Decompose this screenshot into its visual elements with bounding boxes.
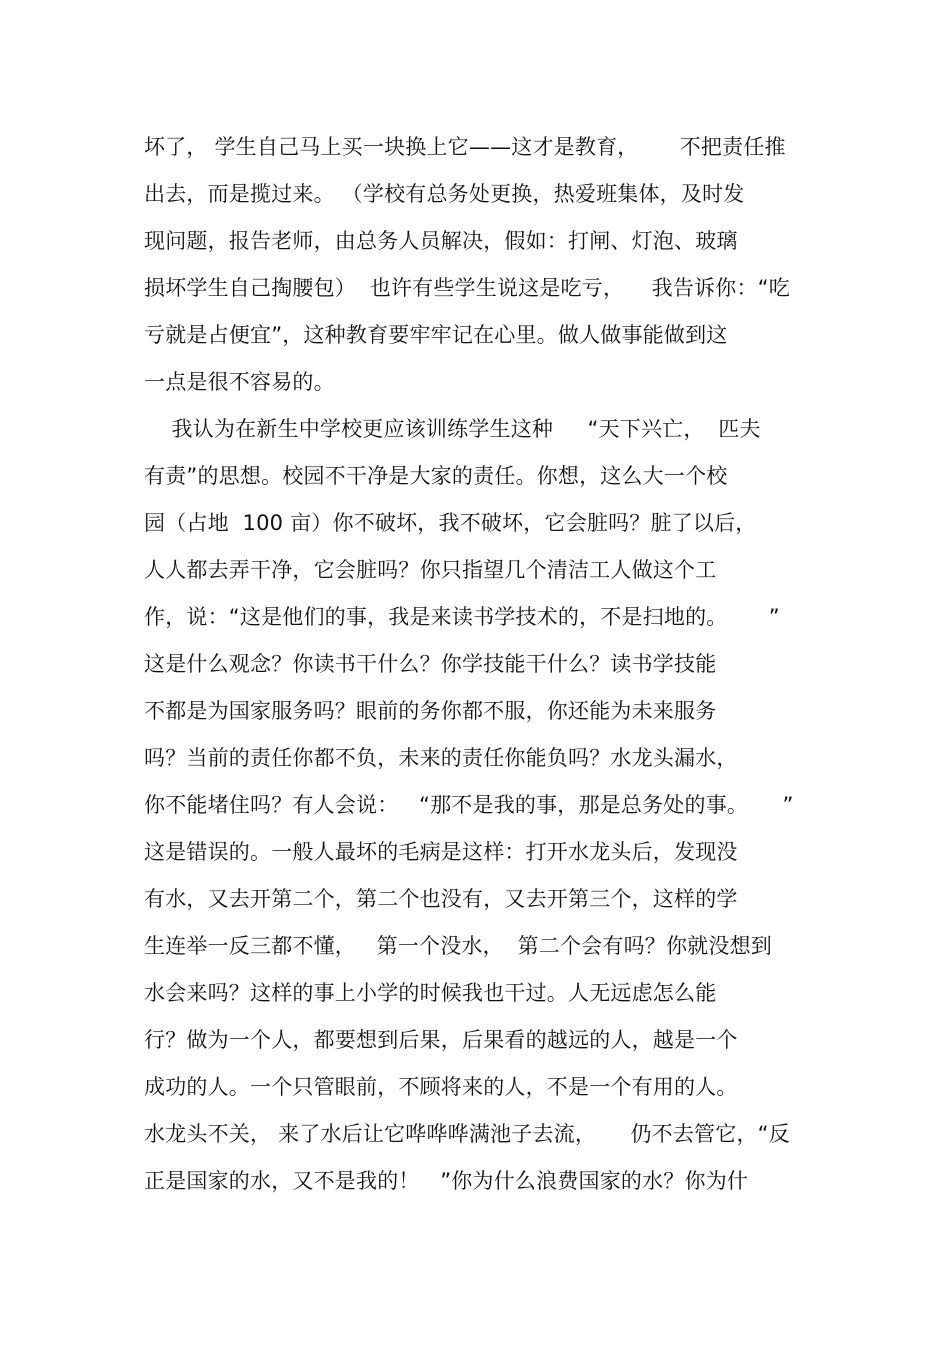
text-line: 现问题，报告老师，由总务人员解决，假如：打闸、灯泡、玻璃 — [144, 229, 738, 253]
text-line: 水龙头不关， 来了水后让它哗哗哗满池子去流， 仍不去管它，“反 — [144, 1122, 790, 1146]
text-line: 我认为在新生中学校更应该训练学生这种 “天下兴亡， 匹夫 — [144, 417, 761, 441]
text-line: 出去，而是揽过来。 （学校有总务处更换，热爱班集体，及时发 — [144, 182, 745, 206]
text-line: 人人都去弄干净，它会脏吗？你只指望几个清洁工人做这个工 — [144, 558, 717, 582]
text-line: 作，说：“这是他们的事，我是来读书学技术的，不是扫地的。 ” — [144, 605, 780, 629]
text-line: 正是国家的水，又不是我的！ ”你为什么浪费国家的水？你为什 — [144, 1169, 749, 1193]
text-line: 亏就是占便宜”，这种教育要牢牢记在心里。做人做事能做到这 — [144, 323, 728, 347]
text-line: 成功的人。一个只管眼前，不顾将来的人，不是一个有用的人。 — [144, 1075, 738, 1099]
text-line: 你不能堵住吗？有人会说： “那不是我的事，那是总务处的事。 ” — [144, 793, 794, 817]
text-line: 损坏学生自己掏腰包） 也许有些学生说这是吃亏， 我告诉你：“吃 — [144, 276, 790, 300]
text-line: 坏了， 学生自己马上买一块换上它——这才是教育， 不把责任推 — [144, 135, 786, 159]
text-line: 水会来吗？这样的事上小学的时候我也干过。人无远虑怎么能 — [144, 981, 717, 1005]
text-line: 有水，又去开第二个，第二个也没有，又去开第三个，这样的学 — [144, 887, 738, 911]
text-line: 一点是很不容易的。 — [144, 370, 335, 394]
text-line: 这是什么观念？你读书干什么？你学技能干什么？读书学技能 — [144, 652, 717, 676]
text-line: 生连举一反三都不懂， 第一个没水， 第二个会有吗？你就没想到 — [144, 934, 772, 958]
body-text — [144, 124, 824, 1205]
text-line: 有责”的思想。校园不干净是大家的责任。你想，这么大一个校 — [144, 464, 728, 488]
text-line: 吗？当前的责任你都不负，未来的责任你能负吗？水龙头漏水， — [144, 746, 738, 770]
text-line: 园（占地 100 亩）你不破坏，我不破坏，它会脏吗？脏了以后， — [144, 511, 757, 535]
text-line: 行？做为一个人，都要想到后果，后果看的越远的人，越是一个 — [144, 1028, 738, 1052]
text-line: 这是错误的。一般人最坏的毛病是这样：打开水龙头后，发现没 — [144, 840, 738, 864]
text-line: 不都是为国家服务吗？眼前的务你都不服，你还能为未来服务 — [144, 699, 717, 723]
